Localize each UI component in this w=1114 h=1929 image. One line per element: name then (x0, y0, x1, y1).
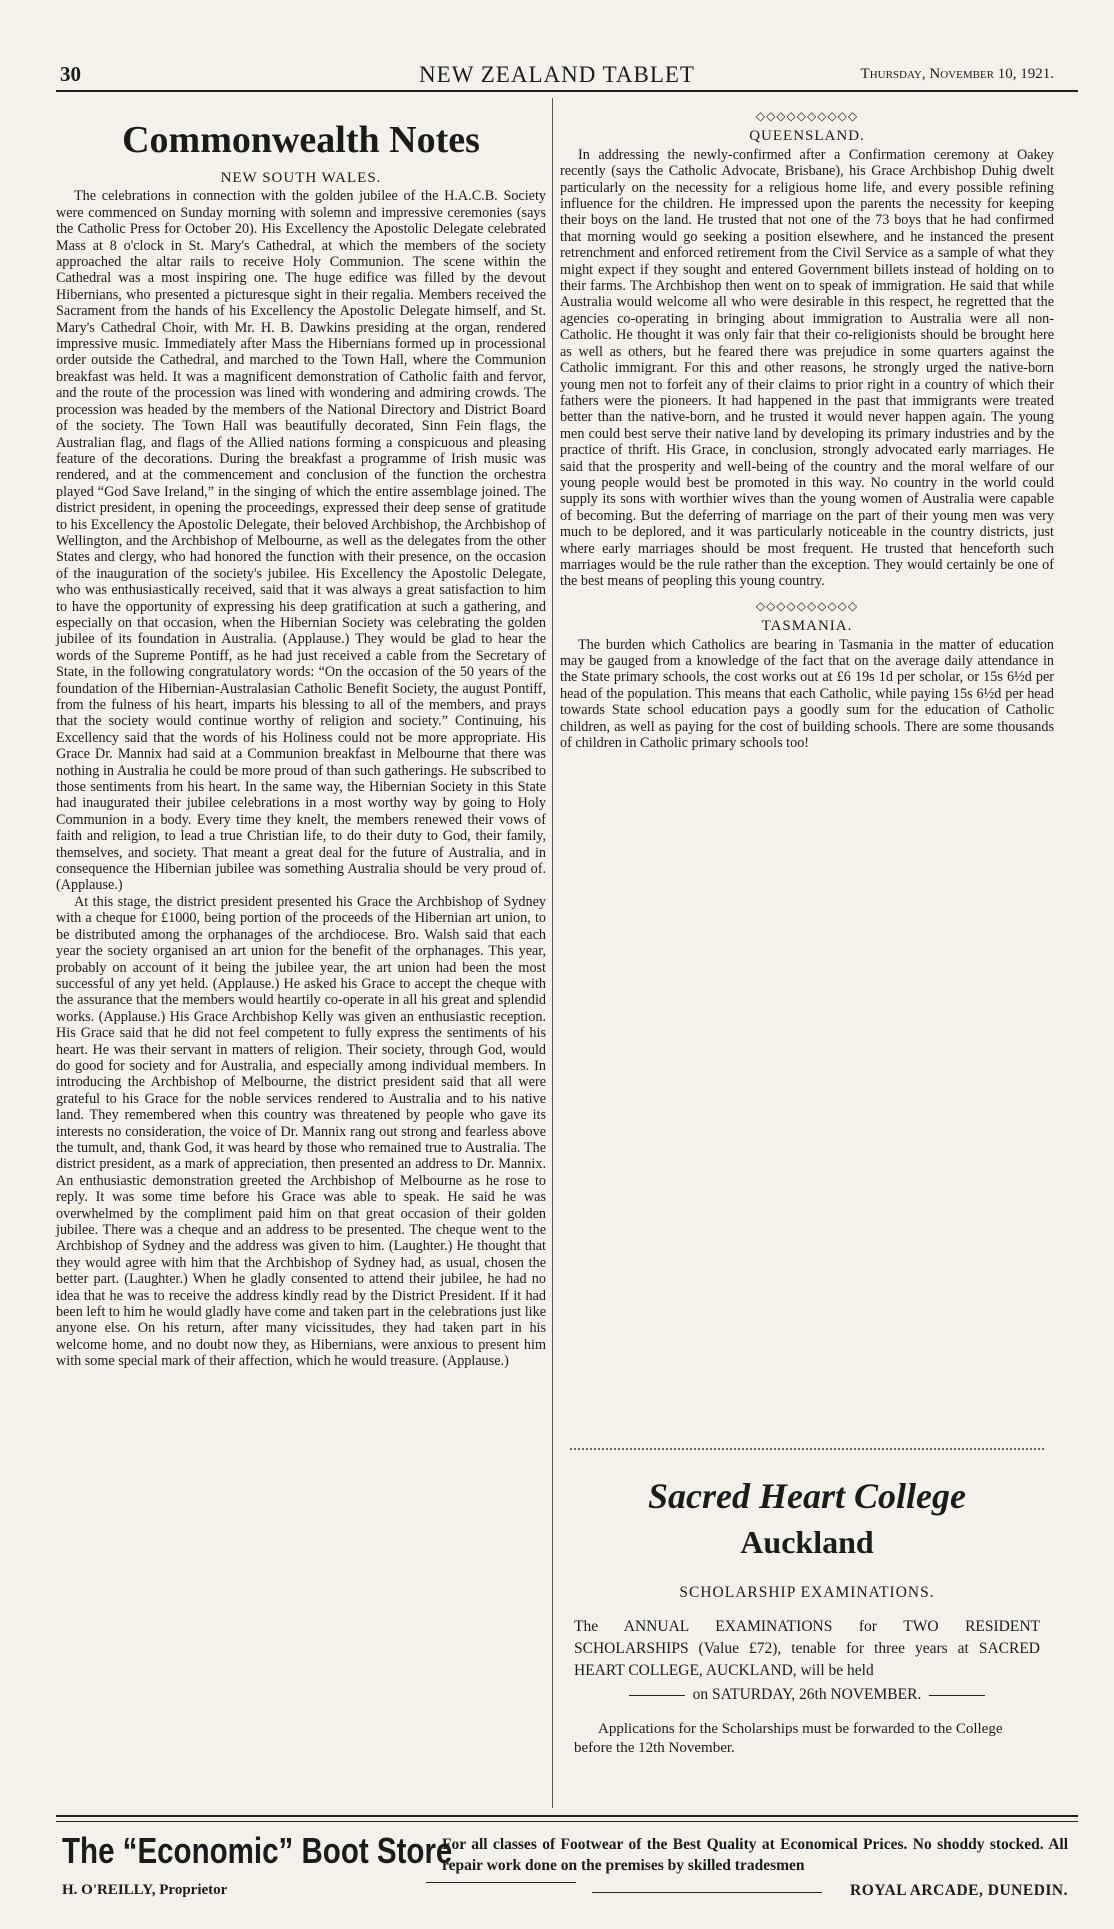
college-advertisement (560, 1448, 1054, 1810)
tasmania-paragraph: The burden which Catholics are bearing in Tasmania in the matter of education may be gauged from a knowledge of the fact that on the average daily attendance in the State primary schools, the cost works out at £6 19s 1d per scholar, or 15s 6½d per head of the population. This means that each Catholic, while paying 15s 6½d per head towards State school education pays a goodly sum for the education of Catholic children, as well as paying for the cost of building schools. There are some thousands of children in Catholic primary schools too! (560, 636, 1054, 752)
issue-date: Thursday, November 10, 1921. (860, 66, 1054, 82)
footer-rule (56, 1821, 1078, 1822)
publication-title: NEW ZEALAND TABLET (419, 62, 695, 87)
advert-dotted-rule (570, 1448, 1044, 1450)
advert-exam-heading: SCHOLARSHIP EXAMINATIONS. (679, 1584, 935, 1601)
store-name: The “Economic” Boot Store (62, 1830, 453, 1871)
article-title: Commonwealth Notes (122, 119, 480, 161)
advert-subtitle: Auckland (740, 1524, 874, 1560)
store-proprietor: H. O'REILLY, Proprietor (62, 1882, 228, 1898)
tasmania-heading: TASMANIA. (761, 618, 853, 635)
advert-date: on SATURDAY, 26th NOVEMBER. (692, 1686, 922, 1703)
boot-store-advertisement (56, 1828, 1078, 1908)
header-rule (56, 90, 1078, 92)
column-divider (552, 98, 553, 1808)
advert-date-line (560, 1686, 1054, 1704)
queensland-paragraph: In addressing the newly-confirmed after a Confirmation ceremony at Oakey recently (says the Catholic Advocate, Brisbane), his Grace Archbishop Duhig dwelt particularly on the necessity for a religious home life, and every possible refining influence for the children. He impressed upon the parents the necessity for keeping their boys on the land. He trusted that not one of the 73 boys that he had confirmed that morning would go seeking a position elsewhere, and he instanced the present retrenchment and enforced retirement from the Civil Service as a sample of what they might expect if they sought and entered Government billets instead of holding on to their farms. The Archbishop then went on to speak of immigration. He said that while Australia would welcome all who were desirable in this respect, he regretted that the agencies co-operating in bringing about immigration to Australia were all non-Catholic. He thought it was only fair that their co-religionists should be brought here as well as others, but he feared there was prejudice in some quarters against the Catholic immigrant. For this and other reasons, he strongly urged the native-born young men not to forfeit any of their claims to prior right in a country of which their fathers were the pioneers. It had happened in the past that immigrants were treated better than the native-born, and he trusted it would never happen again. The young men could best serve their native land by developing its primary industries and by the practice of thrift. His Grace, in conclusion, strongly advocated early marriages. He said that the prosperity and well-being of the country and the moral welfare of our young people would best be promoted in this way. No country in the world could supply its sons with worthier wives than the young women of Australia were capable of becoming. But the deferring of marriage on the part of their young men was very much to be deplored, and it was particularly noticeable in the country districts, just where early marriages should be most frequent. He trusted that henceforth such marriages would be the rule rather than the exception. They would certainly be one of the best means of peopling this young country. (560, 146, 1054, 590)
right-column (560, 100, 1054, 751)
footer-rule (56, 1815, 1078, 1817)
advert-body: The ANNUAL EXAMINATIONS for TWO RESIDENT SCHOLARSHIPS (Value £72), tenable for three years at SACRED HEART COLLEGE, AUCKLAND, will be held (574, 1618, 1040, 1679)
footer-line (426, 1882, 576, 1883)
advert-note: Applications for the Scholarships must be forwarded to the College before the 12th November. (574, 1721, 1003, 1756)
store-address: ROYAL ARCADE, DUNEDIN. (850, 1882, 1068, 1899)
left-column (56, 100, 546, 1370)
nsw-paragraph-2: At this stage, the district president presented his Grace the Archbishop of Sydney with a cheque for £1000, being portion of the proceeds of the Hibernian art union, to be distributed among the orphanages of the archdiocese. Bro. Walsh said that each year the society organised an art union for the benefit of the orphanages. This year, probably on account of it being the jubilee year, the art union had been the most successful of any yet held. (Applause.) He asked his Grace to accept the cheque with the assurance that the members would heartily co-operate in all his great and splendid works. (Applause.) His Grace Archbishop Kelly was given an enthusiastic reception. His Grace said that he did not feel competent to fully express the sentiments of his heart. He was their servant in matters of religion. Their society, through God, would do good for society and for Australia, and especially among individual members. In introducing the Archbishop of Melbourne, the district president said that all were grateful to his Grace for the noble services rendered to Australia and to his native land. They remembered when this country was threatened by people who gave its interests no consideration, the voice of Dr. Mannix rang out strong and fearless above the tumult, and, thank God, it was heard by those who remained true to Australia. The district president, as a mark of appreciation, then presented an address to Dr. Mannix. An enthusiastic demonstration greeted the Archbishop of Melbourne as he rose to reply. It was some time before his Grace was able to speak. He said he was overwhelmed by the compliment paid him on that great occasion of their golden jubilee. There was a cheque and an address to be presented. The cheque went to the Archbishop of Sydney and the address was given to him. (Laughter.) He thought that they would agree with him that the Archbishop of Sydney had, as usual, chosen the better part. (Laughter.) When he gladly consented to attend their jubilee, he had no idea that he was to receive the address kindly read by the District President. If it had been left to him he would gladly have come and taken part in the celebrations just like anyone else. On his return, after many vicissitudes, they had taken part in his welcome home, and no doubt now they, as Hibernians, were anxious to present him with some special mark of their affection, which he would treasure. (Applause.) (56, 893, 546, 1370)
section-ornament: ◇◇◇◇◇◇◇◇◇◇ (755, 109, 859, 123)
store-description: For all classes of Footwear of the Best Quality at Economical Prices. No shoddy stocked. All repair work done on the premises by skilled tradesmen (442, 1836, 1068, 1874)
nsw-paragraph-1: The celebrations in connection with the golden jubilee of the H.A.C.B. Society were commenced on Sunday morning with solemn and impressive ceremonies (says the Catholic Press for October 20). His Excellency the Apostolic Delegate celebrated Mass at 8 o'clock in St. Mary's Cathedral, at which the members of the society approached the altar rails to receive Holy Communion. The scene within the Cathedral was a most inspiring one. The huge edifice was filled by the devout Hibernians, who presented a picturesque sight in their regalia. Members received the Sacrament from the hands of his Excellency the Apostolic Delegate himself, and St. Mary's Cathedral Choir, with Mr. H. B. Dawkins presiding at the organ, rendered impressive music. Immediately after Mass the Hibernians formed up in processional order outside the Cathedral, and marched to the Town Hall, where the Communion breakfast was held. It was a magnificent demonstration of Catholic faith and fervor, and the route of the procession was lined with wondering and admiring crowds. The procession was headed by the members of the National Directory and District Board of the society. The Town Hall was beautifully decorated, Sinn Fein flags, the Australian flag, and flags of the Allied nations forming a conspicuous and pleasing feature of the decorations. During the breakfast a programme of Irish music was rendered, and at the commencement and conclusion of the function the orchestra played “God Save Ireland,” in the singing of which the entire assemblage joined. The district president, in opening the proceedings, expressed their deep sense of gratitude to his Excellency the Apostolic Delegate, their beloved Archbishop, the Archbishop of Wellington, and the Archbishop of Melbourne, as well as the delegates from the other States and clergy, who had honored the function with their presence, on the occasion of the inauguration of the society's jubilee. His Excellency the Apostolic Delegate, who was enthusiastically received, said that it was always a great satisfaction to him to have the opportunity of expressing his deep gratification at such a gathering, and especially on that occasion, when the Hibernian Society was celebrating the golden jubilee of its foundation in Australia. (Applause.) They would be glad to hear the words of the Supreme Pontiff, as he had just received a cable from the Secretary of State, in the following congratulatory words: “On the occasion of the 50 years of the foundation of the Hibernian-Australasian Catholic Benefit Society, the august Pontiff, from the fulness of his heart, imparts his blessing to all of the members, and prays that the society would continue worthy of religion and society.” Continuing, his Excellency said that the words of his Holiness could not be more appropriate. His Grace Dr. Mannix had said at a Communion breakfast in Melbourne that there was nothing in Australia he could be more proud of than such gatherings. He subscribed to those sentiments from his heart. In the same way, the Hibernian Society in this State had inaugurated their jubilee celebrations in a most worthy way by going to Holy Communion in a body. Every time they knelt, the members renewed their vows of faith and religion, to lead a true Christian life, to do their duty to God, their family, themselves, and society. That meant a great deal for the future of Australia, and in consequence the Hibernian jubilee was something Australia should be very proud of. (Applause.) (56, 188, 546, 894)
nsw-heading: NEW SOUTH WALES. (220, 170, 382, 186)
queensland-heading: QUEENSLAND. (749, 128, 865, 145)
running-head (40, 62, 1074, 88)
dash-rule (929, 1695, 985, 1696)
footer-line (592, 1892, 822, 1893)
advert-title: Sacred Heart College (648, 1476, 966, 1516)
dash-rule (629, 1695, 685, 1696)
page-number: 30 (60, 62, 81, 86)
section-ornament: ◇◇◇◇◇◇◇◇◇◇ (755, 598, 859, 613)
